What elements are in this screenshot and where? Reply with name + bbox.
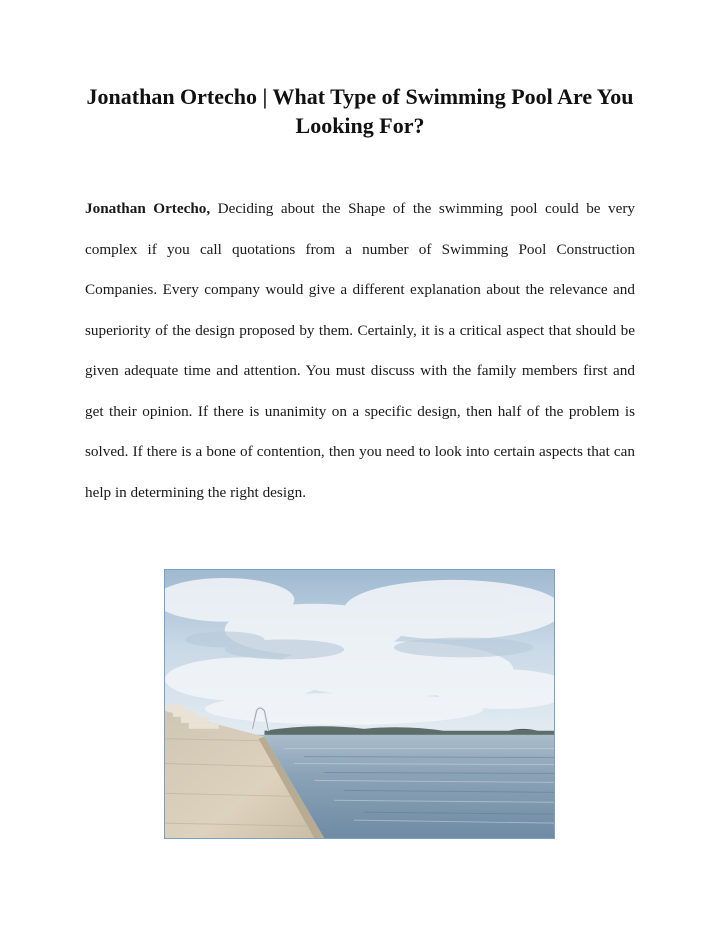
photo-illustration — [165, 570, 554, 838]
paragraph-text: Deciding about the Shape of the swimming pool could be very complex if you call quotations from a number of Swimming Pool Construction Companies. Every company would give a different explanation about the relevance and superiority of the design proposed by them. Certainly, it is a critical aspect that should be given adequate time and attention. You must discuss with the family members first and get their opinion. If there is unanimity on a specific design, then half of the problem is solved. If there is a bone of contention, then you need to look into certain aspects that can help in determining the right design. — [85, 200, 635, 501]
lead-author-name: Jonathan Ortecho, — [85, 200, 211, 217]
body-paragraph — [85, 189, 635, 513]
dock-lake-photo — [164, 569, 555, 839]
page-title: Jonathan Ortecho | What Type of Swimming Pool Are You Looking For? — [86, 84, 634, 138]
